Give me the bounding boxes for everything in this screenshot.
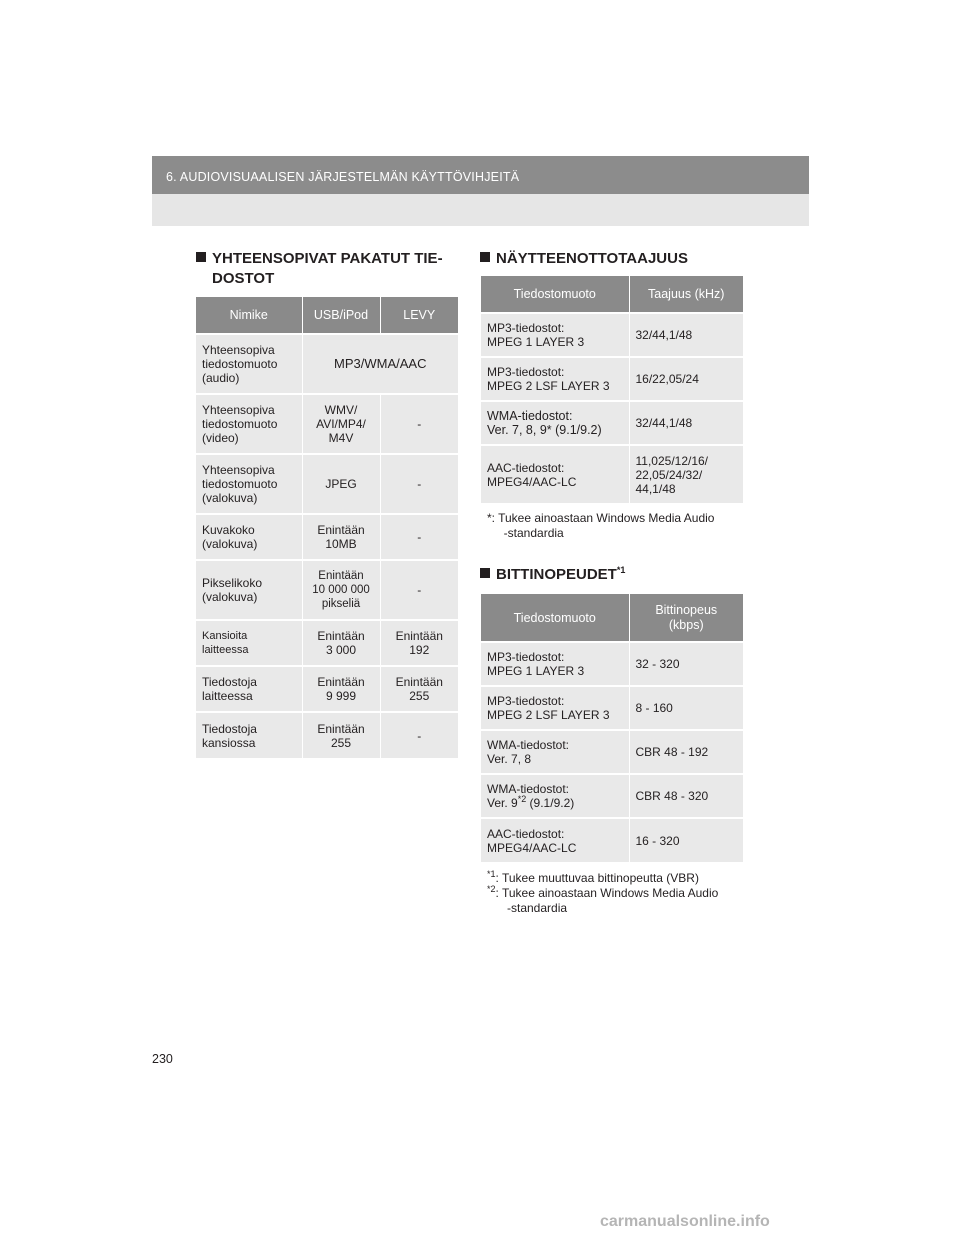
format-cell: WMA-tiedostot: Ver. 7, 8: [481, 730, 629, 774]
column-header: Tiedostomuoto: [481, 276, 629, 313]
footnote-marker: *1: [616, 565, 626, 575]
table-header-row: [196, 297, 458, 334]
row-label: Kuvakoko (valokuva): [196, 514, 302, 560]
cell-value: -: [380, 712, 458, 758]
cell-value: Enintään 10 000 000 pikseliä: [302, 560, 380, 620]
format-line: (9.1/9.2): [526, 796, 575, 810]
watermark-text: carmanualsonline.info: [600, 1213, 770, 1230]
table-row: [481, 730, 743, 774]
cell-value: Enintään 10MB: [302, 514, 380, 560]
format-cell: AAC-tiedostot: MPEG4/AAC-LC: [481, 818, 629, 862]
table-header-row: [481, 276, 743, 313]
cell-value: Enintään 9 999: [302, 666, 380, 712]
table-row: [481, 357, 743, 401]
cell-value: Enintään 255: [380, 666, 458, 712]
value-cell: CBR 48 - 192: [629, 730, 743, 774]
footnote-text: : Tukee muuttuvaa bittinopeutta (VBR): [495, 871, 699, 885]
table-row: [481, 313, 743, 357]
section-heading-bitrates: [480, 565, 760, 585]
footnote-marker: *2: [517, 794, 527, 804]
cell-value: JPEG: [302, 454, 380, 514]
table-row: [196, 666, 458, 712]
section-heading-compressed-files: [196, 249, 461, 289]
footnote-wma: *: Tukee ainoastaan Windows Media Audio -standardia: [487, 511, 715, 540]
value-cell: 32 - 320: [629, 642, 743, 686]
footnote-marker: *2: [487, 884, 496, 894]
row-label: Tiedostoja laitteessa: [196, 666, 302, 712]
footnote-marker: *1: [487, 869, 496, 879]
table-row: [481, 642, 743, 686]
section-heading-sampling-rate: [480, 249, 760, 269]
footnote-continuation: -standardia: [507, 901, 568, 915]
format-cell: MP3-tiedostot: MPEG 1 LAYER 3: [481, 642, 629, 686]
row-label: Tiedostoja kansiossa: [196, 712, 302, 758]
value-cell: 8 - 160: [629, 686, 743, 730]
footnote-vbr: [487, 871, 757, 886]
cell-value: Enintään 255: [302, 712, 380, 758]
format-cell: MP3-tiedostot: MPEG 1 LAYER 3: [481, 313, 629, 357]
format-cell: MP3-tiedostot: MPEG 2 LSF LAYER 3: [481, 686, 629, 730]
column-header: LEVY: [380, 297, 458, 334]
table-row: [196, 620, 458, 666]
compatible-files-table: [196, 297, 458, 758]
column-header: USB/iPod: [302, 297, 380, 334]
section-title-line2: DOSTOT: [212, 270, 275, 287]
footnote-wma: [487, 886, 757, 901]
sampling-rate-table: [481, 276, 743, 503]
row-label: Yhteensopiva tiedostomuoto (audio): [196, 334, 302, 394]
table-row: [481, 774, 743, 818]
bullet-square-icon: [196, 252, 206, 262]
table-row: [196, 514, 458, 560]
cell-value: WMV/ AVI/MP4/ M4V: [302, 394, 380, 454]
section-title: NÄYTTEENOTTOTAAJUUS: [496, 250, 688, 267]
bullet-square-icon: [480, 568, 490, 578]
table-row: [481, 445, 743, 503]
format-cell: MP3-tiedostot: MPEG 2 LSF LAYER 3: [481, 357, 629, 401]
value-cell: CBR 48 - 320: [629, 774, 743, 818]
table-row: [196, 560, 458, 620]
chapter-title: 6. AUDIOVISUAALISEN JÄRJESTELMÄN KÄYTTÖVIHJEITÄ: [166, 170, 520, 184]
page-number: 230: [152, 1052, 173, 1066]
row-label: Yhteensopiva tiedostomuoto (video): [196, 394, 302, 454]
row-label: Yhteensopiva tiedostomuoto (valokuva): [196, 454, 302, 514]
cell-value: -: [380, 560, 458, 620]
bitrate-table: [481, 594, 743, 862]
table-header-row: [481, 594, 743, 642]
section-title: BITTINOPEUDET: [496, 566, 617, 583]
format-line: Ver. 9: [487, 796, 518, 810]
value-cell: 16/22,05/24: [629, 357, 743, 401]
table-row: [196, 712, 458, 758]
section-title-line1: YHTEENSOPIVAT PAKATUT TIE-: [212, 250, 443, 267]
value-cell: 32/44,1/48: [629, 401, 743, 445]
footnotes-bitrate: [487, 871, 757, 916]
table-row: [196, 394, 458, 454]
format-cell: [481, 774, 629, 818]
cell-value: Enintään 3 000: [302, 620, 380, 666]
column-header: Nimike: [196, 297, 302, 334]
table-row: [196, 334, 458, 394]
value-cell: 11,025/12/16/ 22,05/24/32/ 44,1/48: [629, 445, 743, 503]
row-label: Pikselikoko (valokuva): [196, 560, 302, 620]
cell-value: MP3/WMA/AAC: [302, 334, 458, 394]
column-header: Taajuus (kHz): [629, 276, 743, 313]
format-cell: WMA-tiedostot: Ver. 7, 8, 9* (9.1/9.2): [481, 401, 629, 445]
column-header: Bittinopeus (kbps): [629, 594, 743, 642]
column-header: Tiedostomuoto: [481, 594, 629, 642]
format-line: WMA-tiedostot:: [487, 782, 570, 796]
cell-value: Enintään 192: [380, 620, 458, 666]
table-row: [196, 454, 458, 514]
table-row: [481, 401, 743, 445]
cell-value: -: [380, 454, 458, 514]
table-row: [481, 818, 743, 862]
bullet-square-icon: [480, 252, 490, 262]
footnote-text: : Tukee ainoastaan Windows Media Audio: [495, 886, 719, 900]
header-band: [152, 194, 809, 226]
cell-value: -: [380, 394, 458, 454]
row-label: Kansioita laitteessa: [196, 620, 302, 666]
value-cell: 16 - 320: [629, 818, 743, 862]
format-cell: AAC-tiedostot: MPEG4/AAC-LC: [481, 445, 629, 503]
cell-value: -: [380, 514, 458, 560]
value-cell: 32/44,1/48: [629, 313, 743, 357]
table-row: [481, 686, 743, 730]
